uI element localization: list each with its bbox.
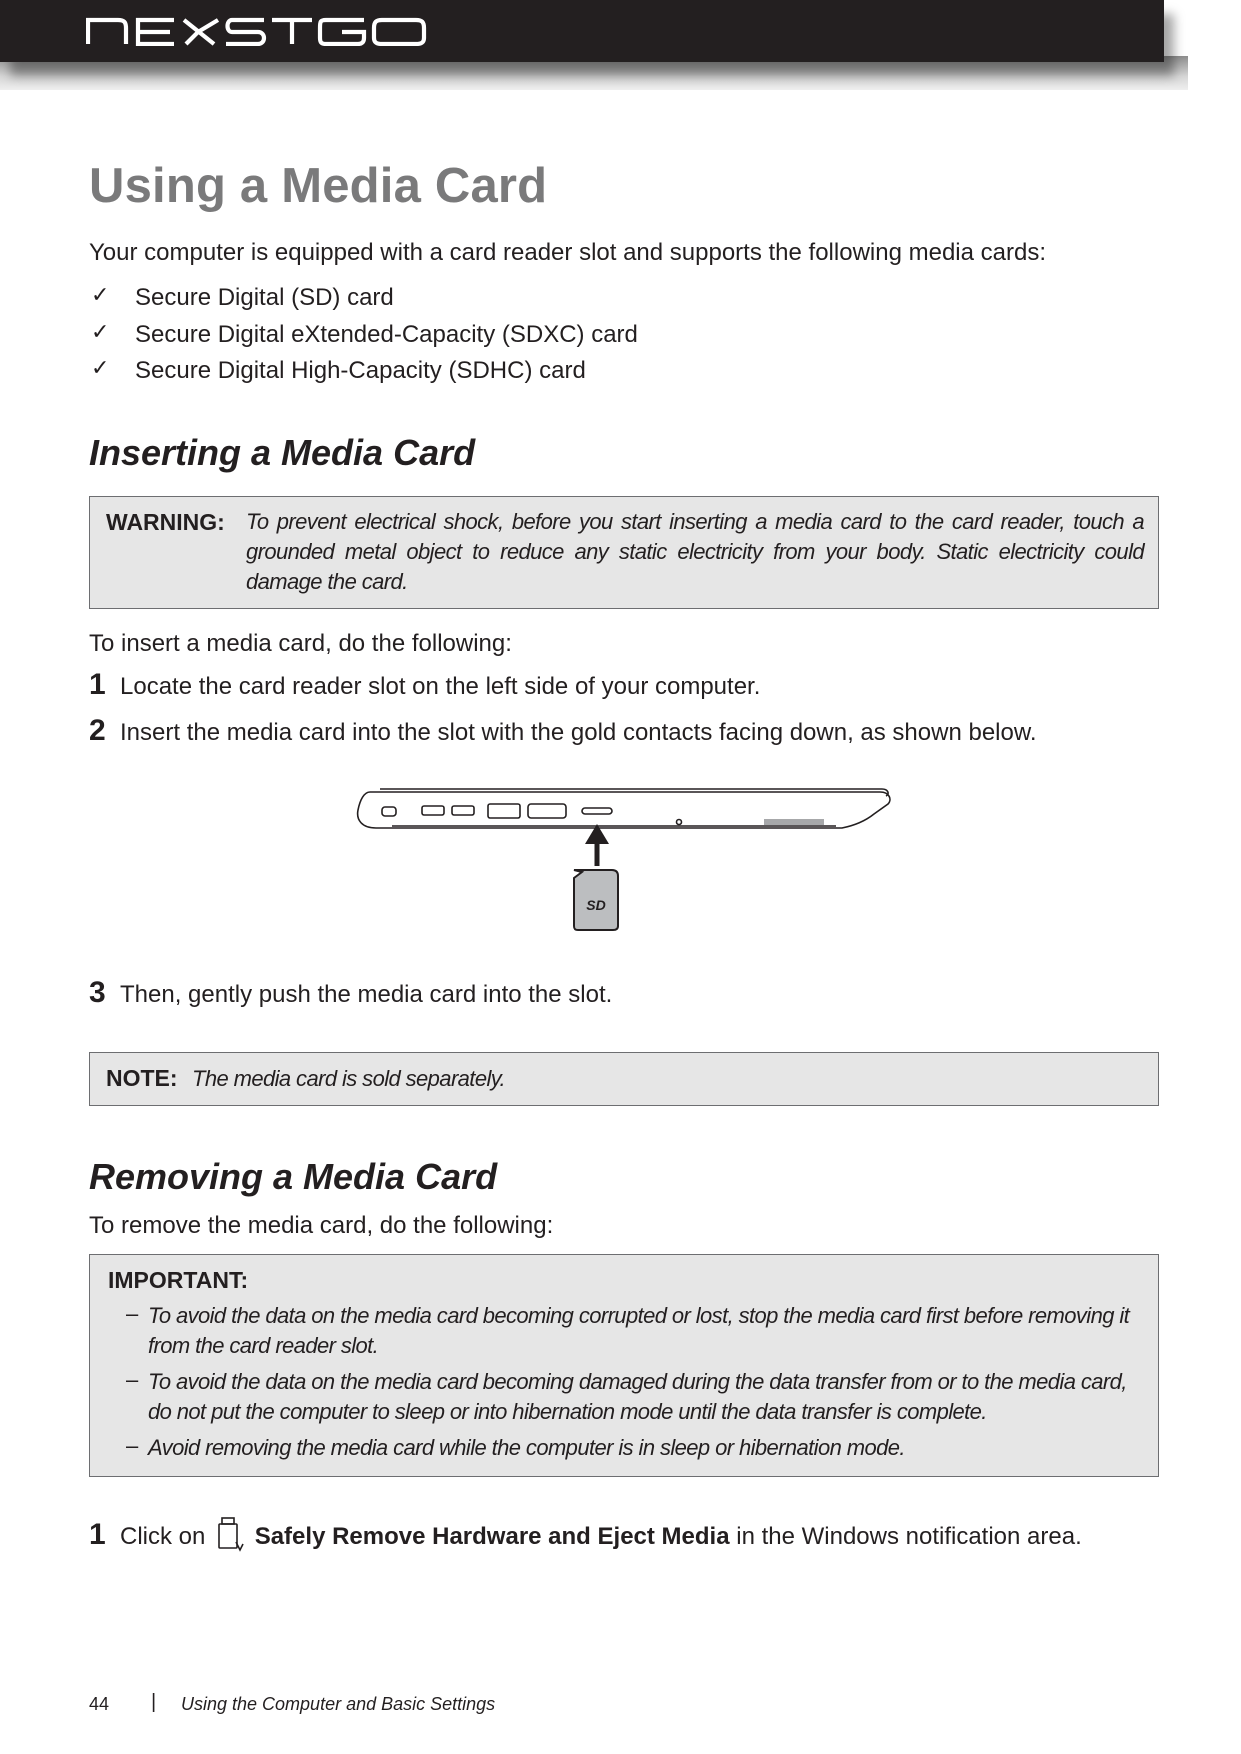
important-box [89, 1254, 1159, 1477]
insert-step-1 [89, 668, 760, 702]
footer-separator: | [151, 1691, 157, 1713]
note-label: NOTE: [106, 1065, 178, 1091]
remove-step-1 [89, 1516, 1082, 1552]
list-item: – To avoid the data on the media card becoming corrupted or lost, stop the media card first before removing it from the card reader slot. [126, 1301, 1130, 1358]
insert-step-3 [89, 976, 612, 1010]
list-item: – Avoid removing the media card while the computer is in sleep or hibernation mode. [126, 1433, 905, 1460]
list-item: ✓ Secure Digital (SD) card [91, 283, 394, 311]
page-footer [89, 1691, 496, 1715]
important-label: IMPORTANT: [108, 1267, 249, 1293]
note-box [89, 1052, 1159, 1106]
step-number: 3 [89, 976, 106, 1009]
check-icon: ✓ [91, 319, 110, 345]
inserting-heading: Inserting a Media Card [89, 432, 476, 473]
speaker-grille [764, 819, 824, 825]
insert-lead: To insert a media card, do the following: [89, 630, 512, 657]
removing-heading: Removing a Media Card [89, 1156, 498, 1197]
brand-logo [86, 16, 452, 46]
check-icon: ✓ [91, 356, 110, 381]
footer-section-title: Using the Computer and Basic Settings [181, 1694, 496, 1714]
header-bar [0, 0, 1164, 62]
page-title: Using a Media Card [89, 159, 548, 213]
warning-label: WARNING: [106, 509, 225, 535]
sd-card [574, 870, 618, 930]
check-icon: ✓ [91, 283, 110, 308]
insert-arrow [585, 824, 609, 866]
step-text: Then, gently push the media card into the slot. [120, 981, 613, 1008]
step-suffix: in the Windows notification area. [736, 1523, 1082, 1550]
step-prefix: Click on [120, 1523, 206, 1550]
list-item: ✓ Secure Digital eXtended-Capacity (SDXC) card [91, 319, 638, 348]
sd-logo: SD [586, 897, 606, 913]
remove-lead: To remove the media card, do the following: [89, 1212, 554, 1239]
intro-text: Your computer is equipped with a card reader slot and supports the following media cards: [89, 239, 1046, 266]
step-number: 1 [89, 668, 106, 701]
list-item: – To avoid the data on the media card becoming damaged during the data transfer from or to the media card, do not put the computer to sleep or into hibernation mode until the data transfer is complete. [126, 1367, 1127, 1424]
step-text: Insert the media card into the slot with the gold contacts facing down, as shown below. [120, 719, 1037, 746]
warning-text: To prevent electrical shock, before you start inserting a media card to the card reader, touch a grounded metal object to reduce any static electricity from your body. Static electricity could damage the card. [246, 509, 1144, 594]
insert-step-2 [89, 714, 1037, 748]
supported-cards-list [89, 284, 638, 394]
list-item: ✓ Secure Digital High-Capacity (SDHC) card [91, 356, 586, 384]
step-number: 1 [89, 1518, 106, 1551]
step-text: Locate the card reader slot on the left side of your computer. [120, 673, 761, 700]
safely-remove-label: Safely Remove Hardware and Eject Media [254, 1523, 730, 1550]
important-list [126, 1301, 1136, 1469]
laptop-card-slot-illustration [352, 786, 896, 936]
note-text: The media card is sold separately. [192, 1066, 506, 1091]
safely-remove-hardware-icon [214, 1516, 244, 1552]
page-number: 44 [89, 1694, 110, 1714]
step-number: 2 [89, 714, 106, 747]
warning-box [89, 496, 1159, 609]
